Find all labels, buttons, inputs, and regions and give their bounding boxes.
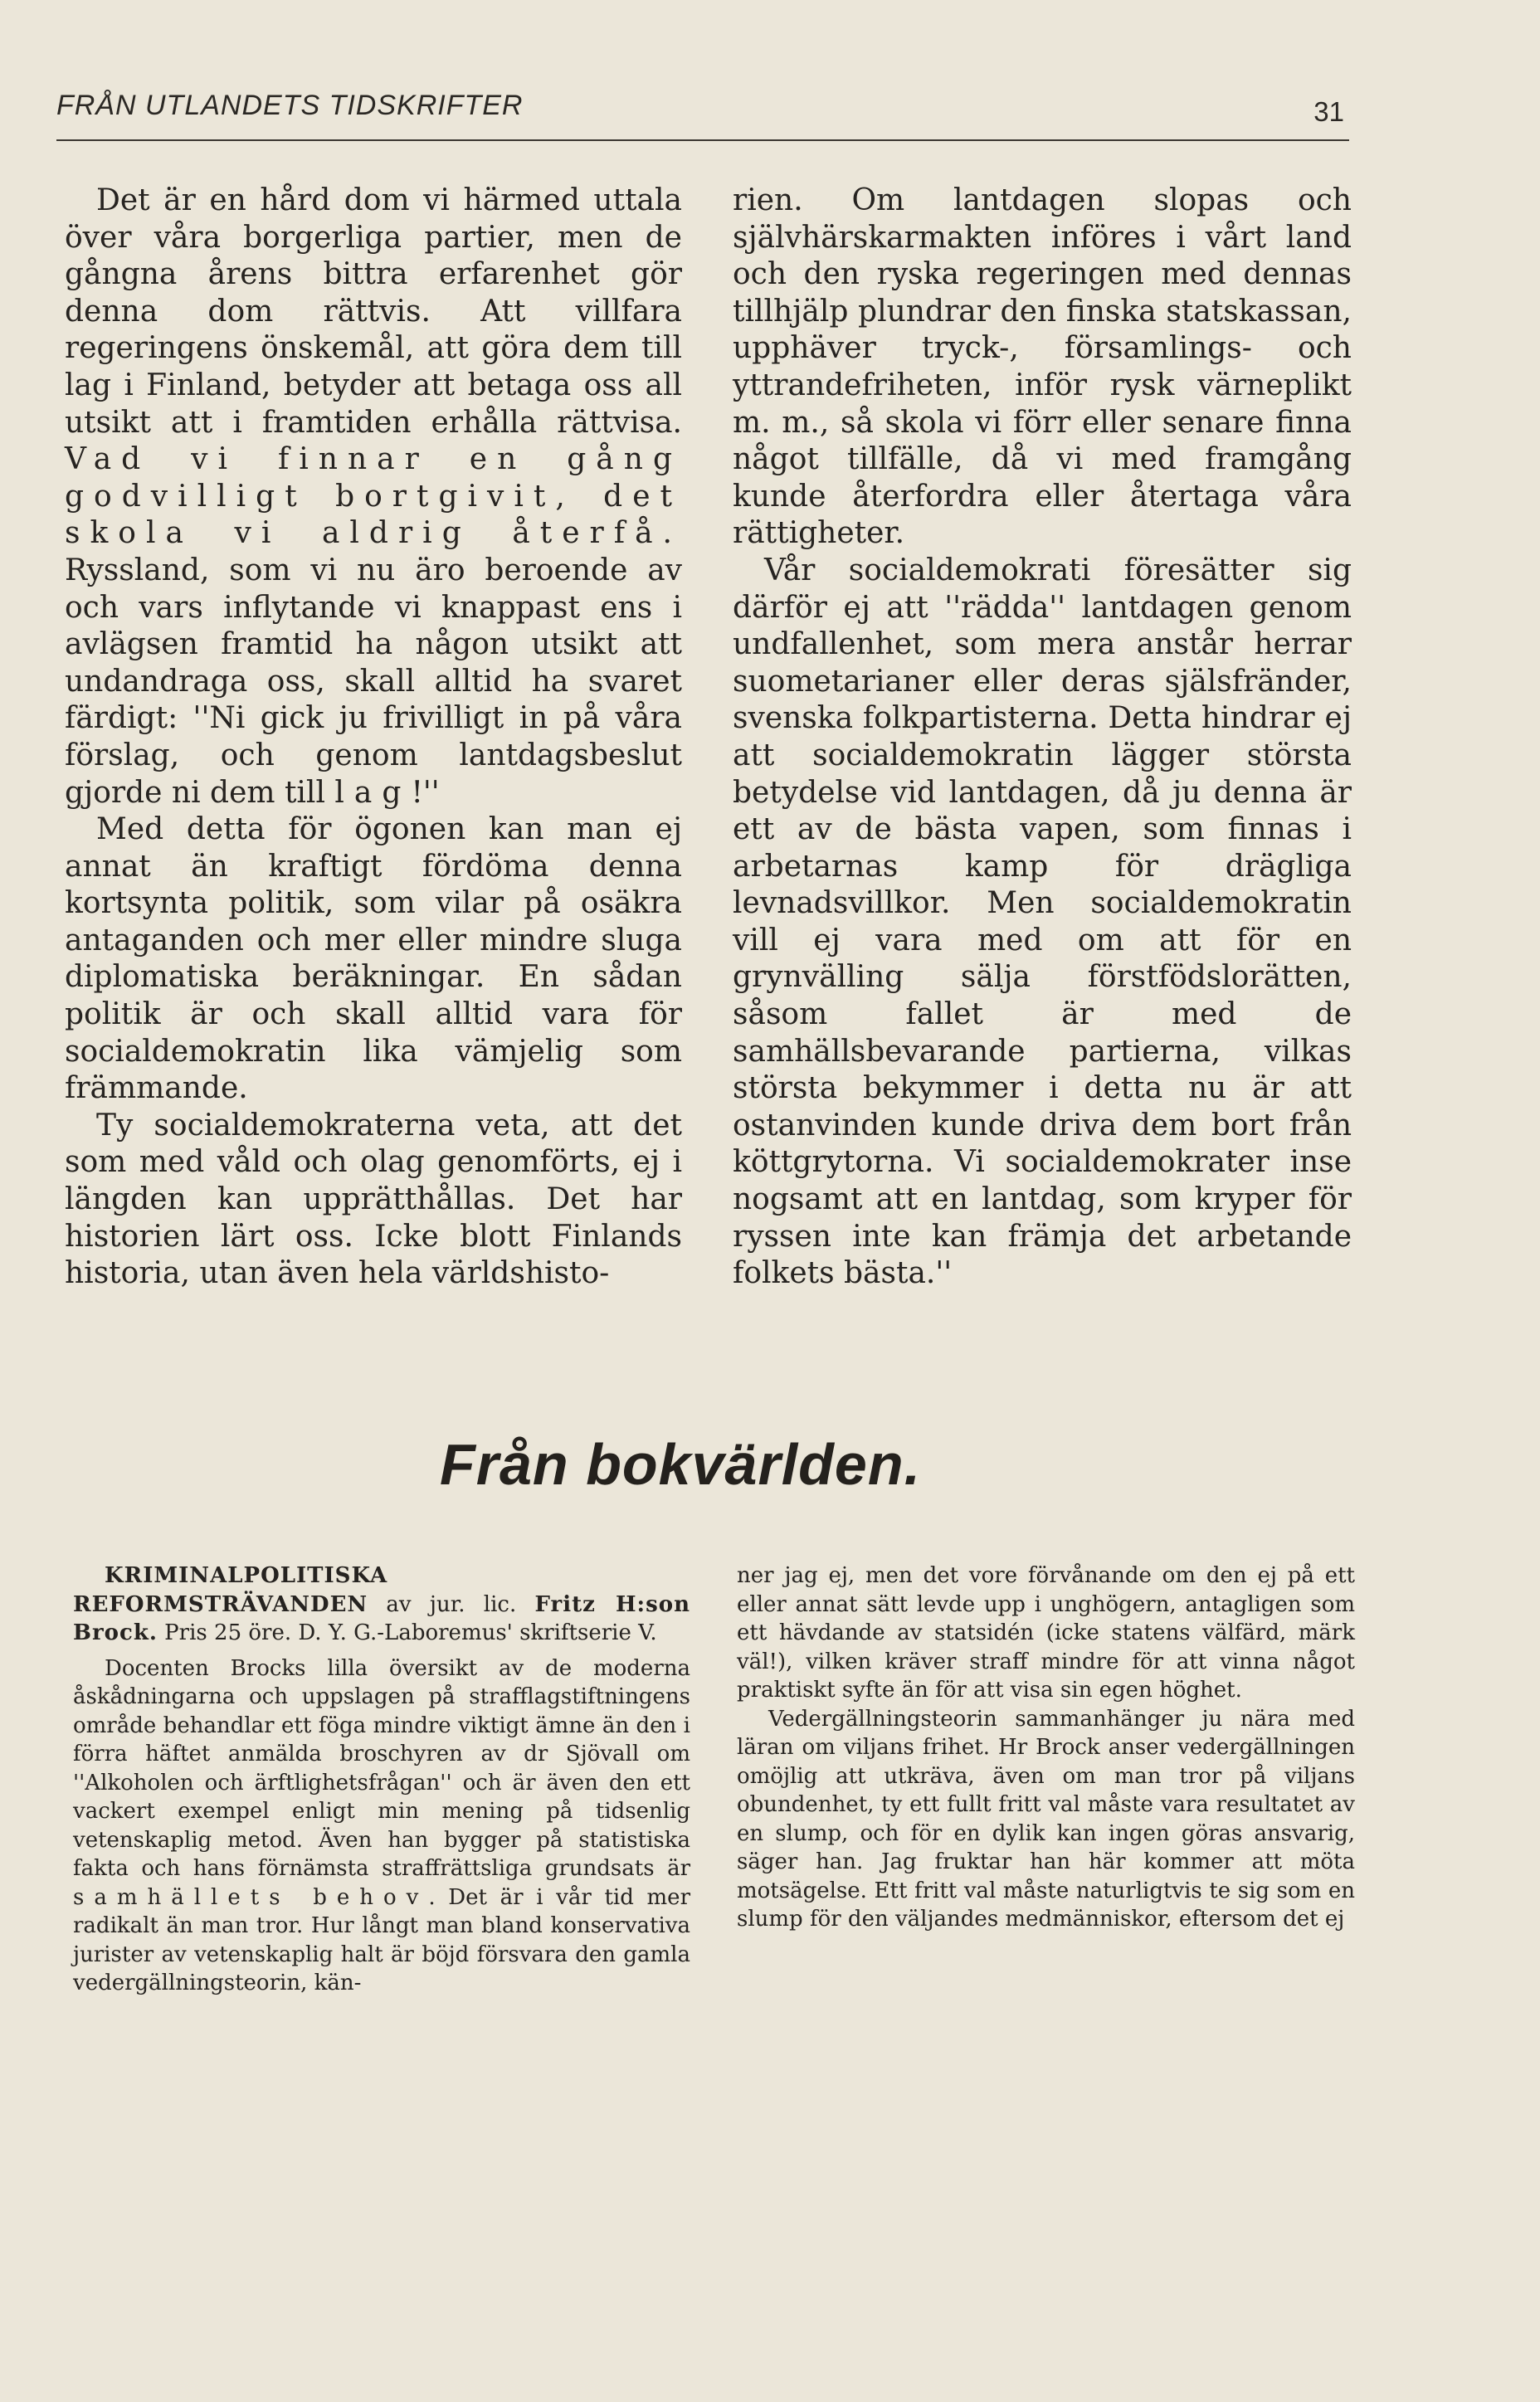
review-publication: Pris 25 öre. D. Y. G.-Laboremus' skriftserie V. [157,1620,657,1645]
page-number: 31 [1313,96,1344,127]
spaced-emphasis: samhällets behov [73,1884,429,1910]
paragraph [737,1562,1355,1705]
text-segment: Docenten Brocks lilla översikt av de moderna åskådningarna och uppslagen på strafflagstiftningens område behandlar ett föga mindre viktigt ämne än den i förra häftet anmälda broschyren av dr Sjövall om ''Alkoholen och ärftlighetsfrågan'' och är även den ett vackert exempel enligt min mening på tidsenlig vetenskaplig metod. Även han bygger på statistiska fakta och hans förnämsta straffrättsliga grundsats är [73,1655,690,1881]
text-segment: !'' [411,775,440,810]
section-title: Från bokvärlden. [440,1432,922,1497]
running-head: FRÅN UTLANDETS TIDSKRIFTER [56,90,524,121]
text-segment: rien. Om lantdagen slopas och självhärskarmakten införes i vårt land och den ryska regeringen med dennas tillhjälp plundrar den finska statskassan, upphäver tryck-, församlings- och yttrandefriheten, inför rysk värneplikt m. m., så skola vi förr eller senare finna något tillfälle, då vi med framgång kunde återfordra eller återtaga våra rättigheter. [733,183,1352,551]
paragraph [73,1654,690,1998]
text-segment: . Det är i vår tid mer radikalt än man tror. Hur långt man bland konservativa jurister av vetenskaplig halt är böjd försvara den gamla vedergällningsteorin, kän- [73,1884,691,1995]
header-rule [56,139,1349,141]
paragraph [65,1108,682,1293]
review-column-left [73,1562,690,1998]
spaced-emphasis: Vad vi finnar en gång godvilligt bortgivit, det skola vi aldrig återfå. [65,442,682,551]
text-segment: Vår socialdemokrati föresätter sig därför ej att ''rädda'' lantdagen genom undfallenhet, som mera anstår herrar suometarianer eller deras själsfränder, svenska folkpartisterna. Detta hindrar ej att socialdemokratin lägger största betydelse vid lantdagen, då ju denna är ett av de bästa vapen, som finnas i arbetarnas kamp för drägliga levnadsvillkor. Men socialdemokratin vill ej vara med om att för en grynvälling sälja förstfödslorätten, såsom fallet är med de samhällsbevarande partierna, vilkas största bekymmer i detta nu är att ostanvinden kunde driva dem bort från köttgrytorna. Vi socialdemokrater inse nogsamt att en lantdag, som kryper för ryssen inte kan främja det arbetande folkets bästa.'' [733,553,1352,1291]
article-column-right [733,183,1352,1293]
text-segment: Vedergällningsteorin sammanhänger ju nära med läran om viljans frihet. Hr Brock anser vedergällningen omöjlig att utkräva, även om man tror på viljans obundenhet, ty ett fullt fritt val måste vara resultatet av en slump, och för en dylik kan ingen göras ansvarig, säger han. Jag fruktar han här kommer att möta motsägelse. Ett fritt val måste naturligtvis te sig som en slump för den väljandes medmänniskor, eftersom det ej [737,1706,1355,1932]
review-heading [73,1562,690,1648]
text-segment: Det är en hård dom vi härmed uttala över våra borgerliga partier, men de gångna årens bittra erfarenhet gör denna dom rättvis. Att villfara regeringens önskemål, att göra dem till lag i Finland, betyder att betaga oss all utsikt att i framtiden erhålla rättvisa. [65,183,682,440]
text-segment: ner jag ej, men det vore förvånande om den ej på ett eller annat sätt levde upp i unghögern, antagligen som ett hävdande av statsidén (icke statens välfärd, märk väl!), vilken kräver straff mindre för att vinna något praktiskt syfte än för att visa sin egen höghet. [737,1563,1355,1703]
paragraph [65,811,682,1108]
text-segment: Med detta för ögonen kan man ej annat än kraftigt fördöma denna kortsynta politik, som vilar på osäkra antaganden och mer eller mindre sluga diplomatiska beräkningar. En sådan politik är och skall alltid vara för socialdemokratin lika vämjelig som främmande. [65,812,682,1106]
review-title: KRIMINALPOLITISKA REFORMSTRÄVANDEN [73,1563,388,1617]
paragraph [65,183,682,811]
review-byline: av jur. lic. [368,1591,535,1617]
text-segment: Ryssland, som vi nu äro beroende av och vars inflytande vi knappast ens i avlägsen framtid ha någon utsikt att undandraga oss, skall alltid ha svaret färdigt: ''Ni gick ju frivilligt in på våra förslag, och genom lantdagsbeslut gjorde ni dem till [65,553,682,810]
review-author: Fritz H:son Brock. [73,1591,690,1645]
review-column-right [737,1562,1355,1934]
spaced-emphasis: lag [334,775,412,810]
paragraph [733,553,1352,1293]
article-column-left [65,183,682,1293]
paragraph [737,1705,1355,1934]
paragraph [733,183,1352,553]
text-segment: Ty socialdemokraterna veta, att det som med våld och olag genomförts, ej i längden kan upprätthållas. Det har historien lärt oss. Icke blott Finlands historia, utan även hela världshisto- [65,1108,682,1291]
